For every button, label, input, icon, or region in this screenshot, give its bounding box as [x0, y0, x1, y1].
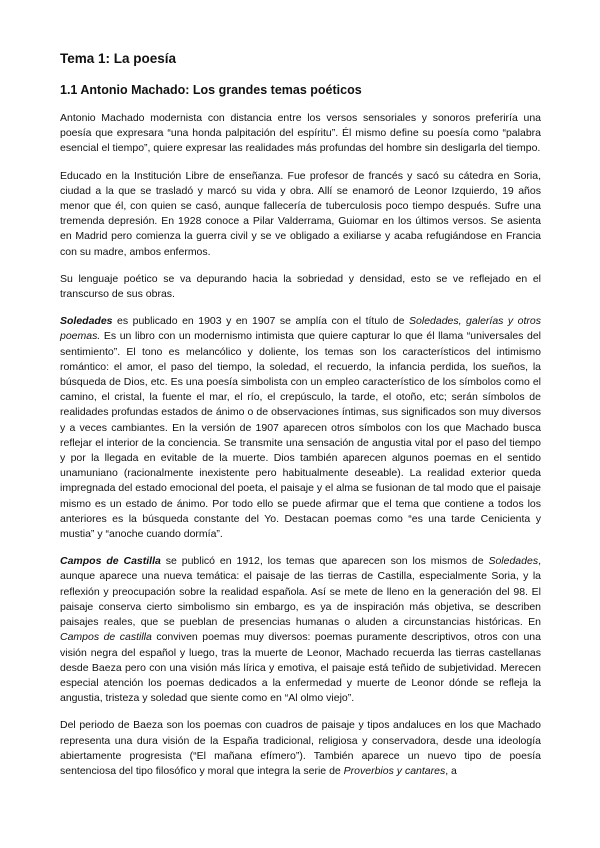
text-run: se publicó en 1912, los temas que aparecen son los mismos de	[160, 555, 489, 568]
text-run: , aunque aparece una nueva temática: el paisaje de las tierras de Castilla, especialmente Soria, y la reflexión y preocupación sobre la realidad española. Así se mete de lleno en la generación del 98. El paisaje conserva cierto simbolismo sin embargo, es ya de inspiración más objetiva, se describen paisajes reales, que se pueblan de presencias humanas o aluden a circunstancias históricas. En	[60, 555, 541, 629]
section-heading: 1.1 Antonio Machado: Los grandes temas poéticos	[60, 83, 362, 97]
italic-title: Soledades, galerías y otros poemas.	[60, 315, 541, 343]
paragraph-soledades	[60, 314, 541, 542]
paragraph-language: Su lenguaje poético se va depurando hacia la sobriedad y densidad, esto se ve reflejado en el transcurso de sus obras.	[60, 272, 541, 301]
text-run: conviven poemas muy diversos: poemas puramente descriptivos, otros con una visión negra del español y luego, tras la muerte de Leonor, Machado recuerda las tierras castellanas desde Baeza pero con una visión más lírica y emotiva, el paisaje está teñido de subjetividad. Merecen especial atención los poemas dedicados a la enfermedad y muerte de Leonor dónde se refleja la angustia, tristeza y soledad que siente como en “Al olmo viejo”.	[60, 631, 541, 705]
text-run: es publicado en 1903 y en 1907 se amplía con el título de	[112, 315, 410, 328]
paragraph-intro: Antonio Machado modernista con distancia entre los versos sensoriales y sonoros preferiría una poesía que expresara “una honda palpitación del espíritu”. Él mismo define su poesía como “palabra esencial el tiempo”, quiere expresar las realidades más profundas del hombre sin desligarla del tiempo.	[60, 112, 541, 155]
work-title-soledades: Soledades	[60, 315, 113, 328]
paragraph-campos-de-castilla	[60, 554, 541, 706]
work-title-campos-de-castilla: Campos de Castilla	[60, 555, 161, 568]
document-page	[60, 50, 541, 779]
document-title: Tema 1: La poesía	[60, 51, 177, 66]
italic-title: Proverbios y cantares	[343, 764, 446, 777]
text-run: , a	[445, 764, 457, 777]
paragraph-biography: Educado en la Institución Libre de enseñanza. Fue profesor de francés y sacó su cátedra en Soria, ciudad a la que se trasladó y marcó su vida y obra. Allí se enamoró de Leonor Izquierdo, 19 años menor que él, con quien se casó, aunque fallecería de tuberculosis poco tiempo después. Sufre una tremenda depresión. En 1928 conoce a Pilar Valderrama, Guiomar en los últimos versos. Se asienta en Madrid pero comienza la guerra civil y se ve obligado a exiliarse y acaba refugiándose en Francia con su madre, ambos enfermos.	[60, 169, 541, 258]
text-run: Del periodo de Baeza son los poemas con cuadros de paisaje y tipos andaluces en los que Machado representa una dura visión de la España tradicional, religiosa y conservadora, desde una ideología abiertamente progresista (“El mañana efímero”). También aparece un nuevo tipo de poesía sentenciosa del tipo filosófico y moral que integra la serie de	[60, 719, 541, 777]
paragraph-baeza	[60, 718, 541, 779]
text-run: Es un libro con un modernismo intimista que quiere capturar lo que él llama “universales del sentimiento”. El tono es melancólico y doliente, los temas son los característicos del intimismo romántico: el amor, el paso del tiempo, la soledad, el recuerdo, la infancia perdida, los sueños, la búsqueda de Dios, etc. Es una poesía simbolista con un empleo característico de los símbolos como el camino, el cristal, la fuente el mar, el río, el crepúsculo, la tarde, el otoño, etc; serán símbolos de realidades profundas estados de ánimo o de observaciones íntimas, sus significados son muy diversos y a veces cambiantes. En la versión de 1907 aparecen otros símbolos con los que Machado busca reflejar el interior de la conciencia. Se transmite una sensación de angustia vital por el paso del tiempo y por la llegada en evitable de la muerte. Dios también aparecen algunos poemas en el sentido unamuniano (racionalmente inexistente pero habitualmente deseable). La realidad exterior queda impregnada del estado emocional del poeta, el paisaje y el alma se fusionan de tal modo que el paisaje mismo es un estado de ánimo. Por todo ello se puede afirmar que el tema que contiene a todos los anteriores es la búsqueda constante del Yo. Destacan poemas como “es una tarde Cenicienta y mustia” y “anoche cuando dormía”.	[60, 330, 541, 541]
italic-title: Campos de castilla	[60, 631, 152, 644]
italic-title: Soledades	[488, 555, 539, 568]
